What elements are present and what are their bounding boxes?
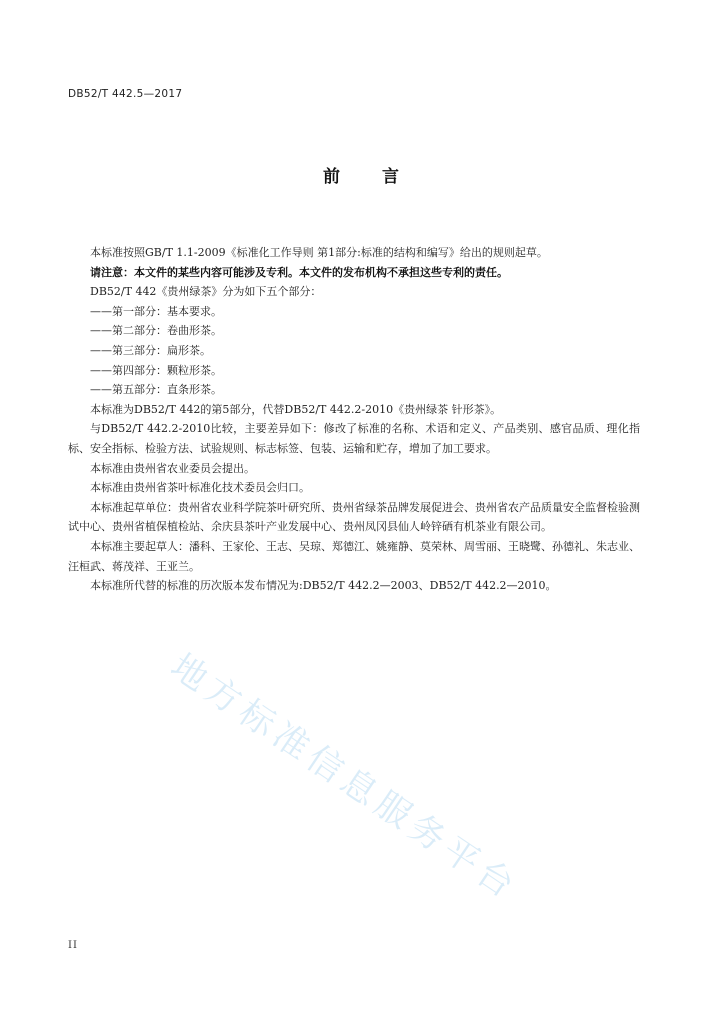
page-title xyxy=(0,162,724,187)
paragraph-patent-notice: 请注意：本文件的某些内容可能涉及专利。本文件的发布机构不承担这些专利的责任。 xyxy=(90,265,508,279)
paragraph-drafters: 本标准主要起草人：潘科、王家伦、王志、吴琼、郑德江、姚雍静、莫荣林、周雪丽、王晓鹭、孙德礼、朱志业、汪桓武、蒋茂祥、王亚兰。 xyxy=(68,539,640,573)
list-item-part-5: ——第五部分：直条形茶。 xyxy=(90,383,222,397)
title-part-1: 前 xyxy=(323,167,342,187)
foreword-body xyxy=(68,243,640,596)
paragraph-parts-intro: DB52/T 442《贵州绿茶》分为如下五个部分： xyxy=(90,285,322,299)
paragraph-history: 本标准所代替的标准的历次版本发布情况为:DB52/T 442.2—2003、DB52/T 442.2—2010。 xyxy=(90,579,557,593)
paragraph-centralized: 本标准由贵州省茶叶标准化技术委员会归口。 xyxy=(90,481,310,495)
standard-code: DB52/T 442.5—2017 xyxy=(68,88,183,100)
paragraph-proposer: 本标准由贵州省农业委员会提出。 xyxy=(90,461,255,475)
page-number: II xyxy=(68,940,78,951)
paragraph-differences: 与DB52/T 442.2-2010比较，主要差异如下：修改了标准的名称、术语和定义、产品类别、感官品质、理化指标、安全指标、检验方法、试验规则、标志标签、包装、运输和贮存，增加了加工要求。 xyxy=(68,422,640,455)
paragraph-replacement: 本标准为DB52/T 442的第5部分，代替DB52/T 442.2-2010《贵州绿茶 针形茶》。 xyxy=(90,402,502,416)
list-item-part-4: ——第四部分：颗粒形茶。 xyxy=(90,363,222,377)
paragraph-drafting-rules: 本标准按照GB/T 1.1-2009《标准化工作导则 第1部分:标准的结构和编写》给出的规则起草。 xyxy=(90,246,548,259)
list-item-part-3: ——第三部分：扁形茶。 xyxy=(90,343,211,357)
paragraph-drafting-units: 本标准起草单位：贵州省农业科学院茶叶研究所、贵州省绿茶品牌发展促进会、贵州省农产品质量安全监督检验测试中心、贵州省植保植检站、余庆县茶叶产业发展中心、贵州凤冈县仙人岭锌硒有机茶业有限公司。 xyxy=(68,500,640,534)
watermark-text: 地方标准信息服务平台 xyxy=(163,646,526,910)
title-part-2: 言 xyxy=(382,167,401,187)
list-item-part-1: ——第一部分：基本要求。 xyxy=(90,304,222,318)
list-item-part-2: ——第二部分：卷曲形茶。 xyxy=(90,324,222,338)
